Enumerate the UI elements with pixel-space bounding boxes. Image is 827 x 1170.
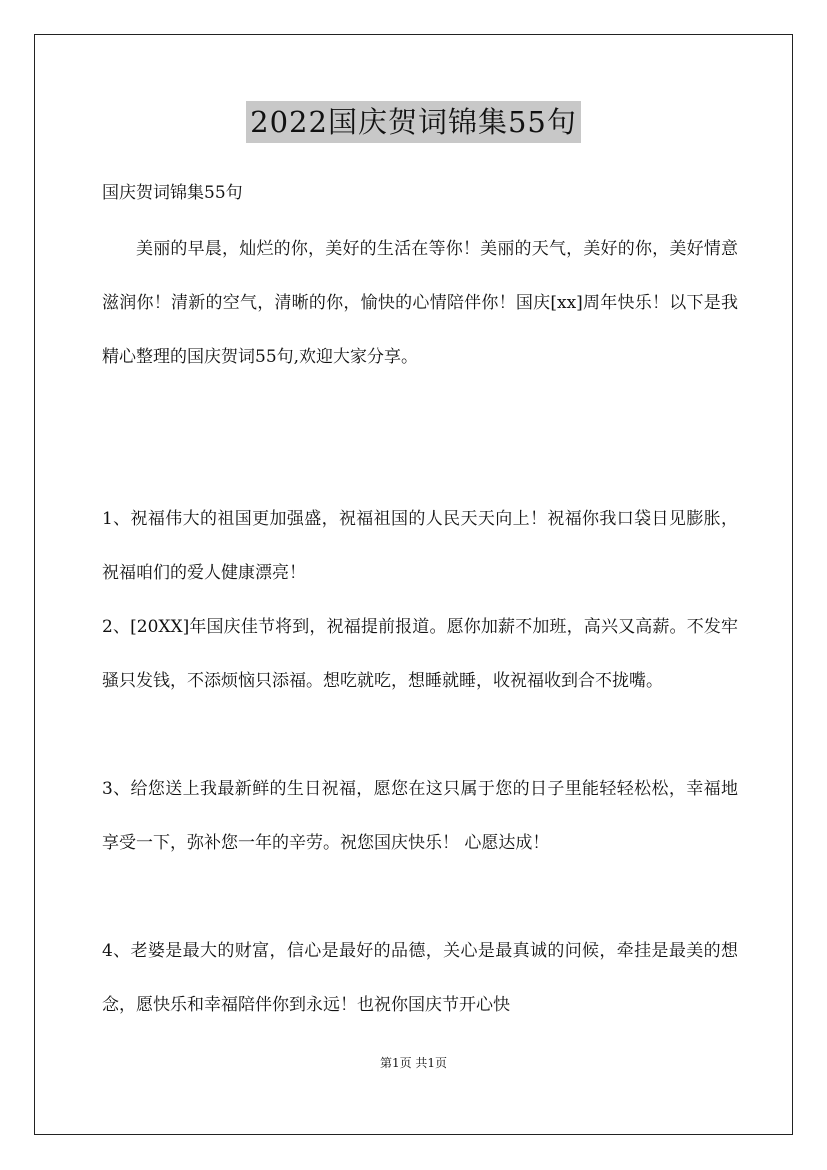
document-title: 2022国庆贺词锦集55句 bbox=[246, 101, 581, 143]
list-item-2: 2、[20XX]年国庆佳节将到，祝福提前报道。愿你加薪不加班，高兴又高薪。不发牢骚只发钱，不添烦恼只添福。想吃就吃，想睡就睡，收祝福收到合不拢嘴。 bbox=[102, 617, 738, 691]
title-wrap bbox=[0, 101, 827, 143]
list-item-3: 3、给您送上我最新鲜的生日祝福，愿您在这只属于您的日子里能轻轻松松，幸福地享受一下，弥补您一年的辛劳。祝您国庆快乐！ 心愿达成！ bbox=[102, 779, 738, 853]
page-footer: 第1页 共1页 bbox=[379, 1056, 448, 1070]
document-subtitle: 国庆贺词锦集55句 bbox=[102, 183, 243, 203]
list-item-4: 4、老婆是最大的财富，信心是最好的品德，关心是最真诚的问候，牵挂是最美的想念，愿快乐和幸福陪伴你到永远！也祝你国庆节开心快 bbox=[102, 941, 738, 1015]
list-item-1: 1、祝福伟大的祖国更加强盛，祝福祖国的人民天天向上！祝福你我口袋日见膨胀，祝福咱们的爱人健康漂亮！ bbox=[102, 509, 738, 583]
intro-paragraph: 美丽的早晨，灿烂的你，美好的生活在等你！美丽的天气，美好的你，美好情意滋润你！清新的空气，清晰的你，愉快的心情陪伴你！国庆[xx]周年快乐！以下是我精心整理的国庆贺词55句,欢迎大家分享。 bbox=[102, 239, 738, 367]
